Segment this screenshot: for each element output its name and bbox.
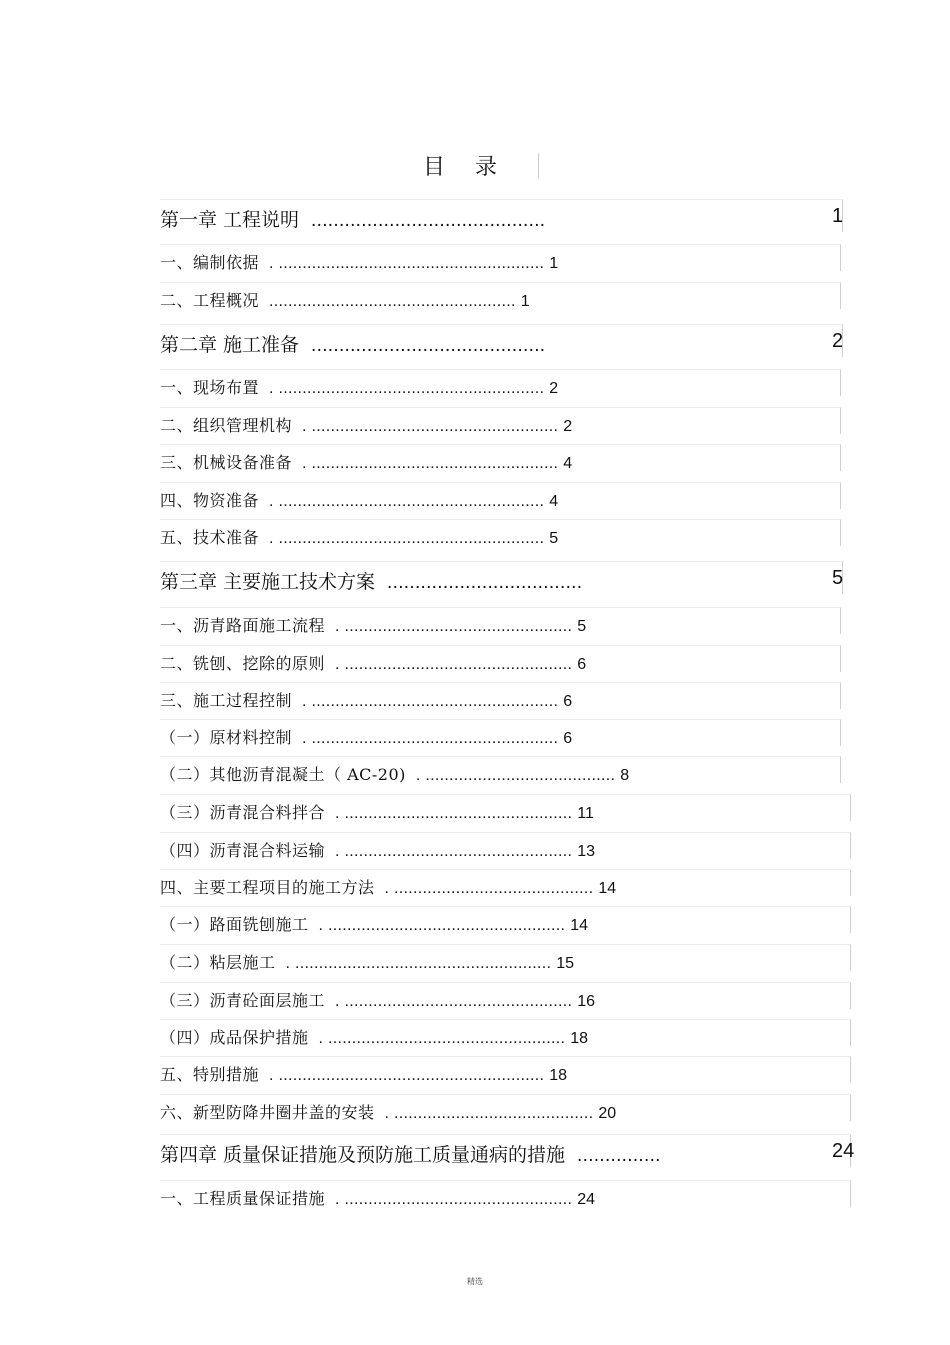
toc-section-entry[interactable] <box>160 875 616 898</box>
toc-section-entry[interactable] <box>160 688 572 711</box>
entry-page-number: 2 <box>549 380 559 397</box>
toc-section-entry[interactable] <box>160 525 558 548</box>
entry-page-number: 4 <box>549 493 559 510</box>
entry-leader-dots: . .......................................... <box>384 1105 594 1122</box>
entry-title: 第一章 工程说明 <box>160 209 300 231</box>
entry-page-number: 4 <box>563 455 573 472</box>
entry-page-number: 2 <box>563 418 573 435</box>
toc-section-entry[interactable] <box>160 725 572 748</box>
toc-section-entry[interactable] <box>160 762 629 785</box>
entry-title: （一）路面铣刨施工 <box>160 915 309 934</box>
entry-page-number: 1 <box>520 293 530 310</box>
entry-leader-dots: . .................................................... <box>302 418 559 435</box>
entry-leader-dots: .................................................... <box>269 293 516 310</box>
entry-title: （三）沥青砼面层施工 <box>160 991 326 1010</box>
entry-page-number: 18 <box>570 1030 589 1047</box>
entry-leader-dots: . ................................................ <box>335 618 573 635</box>
entry-leader-dots: ............... <box>577 1145 661 1166</box>
entry-leader-dots: . ................................................ <box>335 656 573 673</box>
entry-leader-dots: . ........................................................ <box>269 1067 545 1084</box>
entry-title: （二）其他沥青混凝土（ AC-20) <box>160 765 406 784</box>
entry-page-number: 6 <box>577 656 587 673</box>
entry-title: 二、铣刨、挖除的原则 <box>160 654 326 673</box>
entry-title: 五、特别措施 <box>160 1065 260 1084</box>
toc-section-entry[interactable] <box>160 613 586 636</box>
entry-title: （一）原材料控制 <box>160 728 293 747</box>
entry-page-number: 16 <box>577 993 596 1010</box>
entry-title: 四、物资准备 <box>160 491 260 510</box>
entry-title: 二、组织管理机构 <box>160 416 293 435</box>
toc-chapter-entry[interactable] <box>160 567 844 594</box>
entry-leader-dots: . .................................................. <box>318 1030 566 1047</box>
entry-page-number: 1 <box>832 205 844 227</box>
entry-page-number: 14 <box>570 917 589 934</box>
entry-leader-dots: . .................................................... <box>302 455 559 472</box>
entry-leader-dots: . ................................................ <box>335 1191 573 1208</box>
entry-leader-dots: . ........................................................ <box>269 380 545 397</box>
entry-leader-dots: . .................................................... <box>302 730 559 747</box>
entry-page-number: 2 <box>832 330 844 352</box>
entry-page-number: 14 <box>598 880 617 897</box>
entry-leader-dots: . ........................................................ <box>269 530 545 547</box>
toc-section-entry[interactable] <box>160 1062 567 1085</box>
entry-page-number: 15 <box>556 955 575 972</box>
entry-page-number: 24 <box>832 1140 855 1162</box>
entry-page-number: 20 <box>598 1105 617 1122</box>
entry-title: 五、技术准备 <box>160 528 260 547</box>
entry-leader-dots: ................................... <box>387 572 583 593</box>
toc-section-entry[interactable] <box>160 988 595 1011</box>
entry-title: 六、新型防降井圈井盖的安装 <box>160 1103 375 1122</box>
toc-title: 目录 <box>422 155 527 180</box>
toc-section-entry[interactable] <box>160 651 586 674</box>
entry-title: （三）沥青混合料拌合 <box>160 803 326 822</box>
entry-leader-dots: .......................................... <box>311 335 546 356</box>
entry-title: （二）粘层施工 <box>160 953 276 972</box>
entry-title: 第四章 质量保证措施及预防施工质量通病的措施 <box>160 1144 566 1166</box>
toc-section-entry[interactable] <box>160 375 558 398</box>
entry-page-number: 24 <box>577 1191 596 1208</box>
entry-title: （四）成品保护措施 <box>160 1028 309 1047</box>
entry-title: 第三章 主要施工技术方案 <box>160 571 376 593</box>
entry-leader-dots: . .................................................... <box>302 693 559 710</box>
toc-section-entry[interactable] <box>160 488 558 511</box>
toc-section-entry[interactable] <box>160 912 588 935</box>
entry-page-number: 6 <box>563 730 573 747</box>
toc-section-entry[interactable] <box>160 950 574 973</box>
page-footer: 精选 <box>467 1277 483 1286</box>
entry-page-number: 8 <box>620 767 630 784</box>
entry-leader-dots: .......................................... <box>311 210 546 231</box>
entry-page-number: 5 <box>832 567 844 589</box>
entry-title: 一、沥青路面施工流程 <box>160 616 326 635</box>
entry-title: 四、主要工程项目的施工方法 <box>160 878 375 897</box>
toc-chapter-entry[interactable] <box>160 205 844 232</box>
toc-section-entry[interactable] <box>160 250 558 273</box>
entry-page-number: 5 <box>549 530 559 547</box>
entry-title: 第二章 施工准备 <box>160 334 300 356</box>
toc-section-entry[interactable] <box>160 413 572 436</box>
entry-page-number: 1 <box>549 255 559 272</box>
toc-section-entry[interactable] <box>160 1025 588 1048</box>
entry-title: 一、工程质量保证措施 <box>160 1189 326 1208</box>
toc-section-entry[interactable] <box>160 800 594 823</box>
entry-page-number: 18 <box>549 1067 568 1084</box>
entry-page-number: 6 <box>563 693 573 710</box>
toc-section-entry[interactable] <box>160 1186 595 1209</box>
entry-leader-dots: . ................................................ <box>335 993 573 1010</box>
entry-leader-dots: . .......................................... <box>384 880 594 897</box>
toc-chapter-entry[interactable] <box>160 1140 855 1167</box>
entry-title: 二、工程概况 <box>160 291 260 310</box>
toc-chapter-entry[interactable] <box>160 330 844 357</box>
toc-section-entry[interactable] <box>160 288 530 311</box>
toc-section-entry[interactable] <box>160 1100 616 1123</box>
entry-page-number: 11 <box>577 805 594 822</box>
entry-title: 一、编制依据 <box>160 253 260 272</box>
entry-leader-dots: . ........................................................ <box>269 255 545 272</box>
entry-title: （四）沥青混合料运输 <box>160 841 326 860</box>
entry-leader-dots: . ........................................ <box>415 767 616 784</box>
entry-page-number: 5 <box>577 618 587 635</box>
entry-title: 三、机械设备准备 <box>160 453 293 472</box>
entry-title: 三、施工过程控制 <box>160 691 293 710</box>
entry-title: 一、现场布置 <box>160 378 260 397</box>
entry-page-number: 13 <box>577 843 596 860</box>
entry-leader-dots: . ................................................ <box>335 805 573 822</box>
toc-section-entry[interactable] <box>160 450 572 473</box>
toc-section-entry[interactable] <box>160 838 595 861</box>
entry-leader-dots: . .................................................. <box>318 917 566 934</box>
entry-leader-dots: . ................................................ <box>335 843 573 860</box>
entry-leader-dots: . ...................................................... <box>285 955 552 972</box>
entry-leader-dots: . ........................................................ <box>269 493 545 510</box>
